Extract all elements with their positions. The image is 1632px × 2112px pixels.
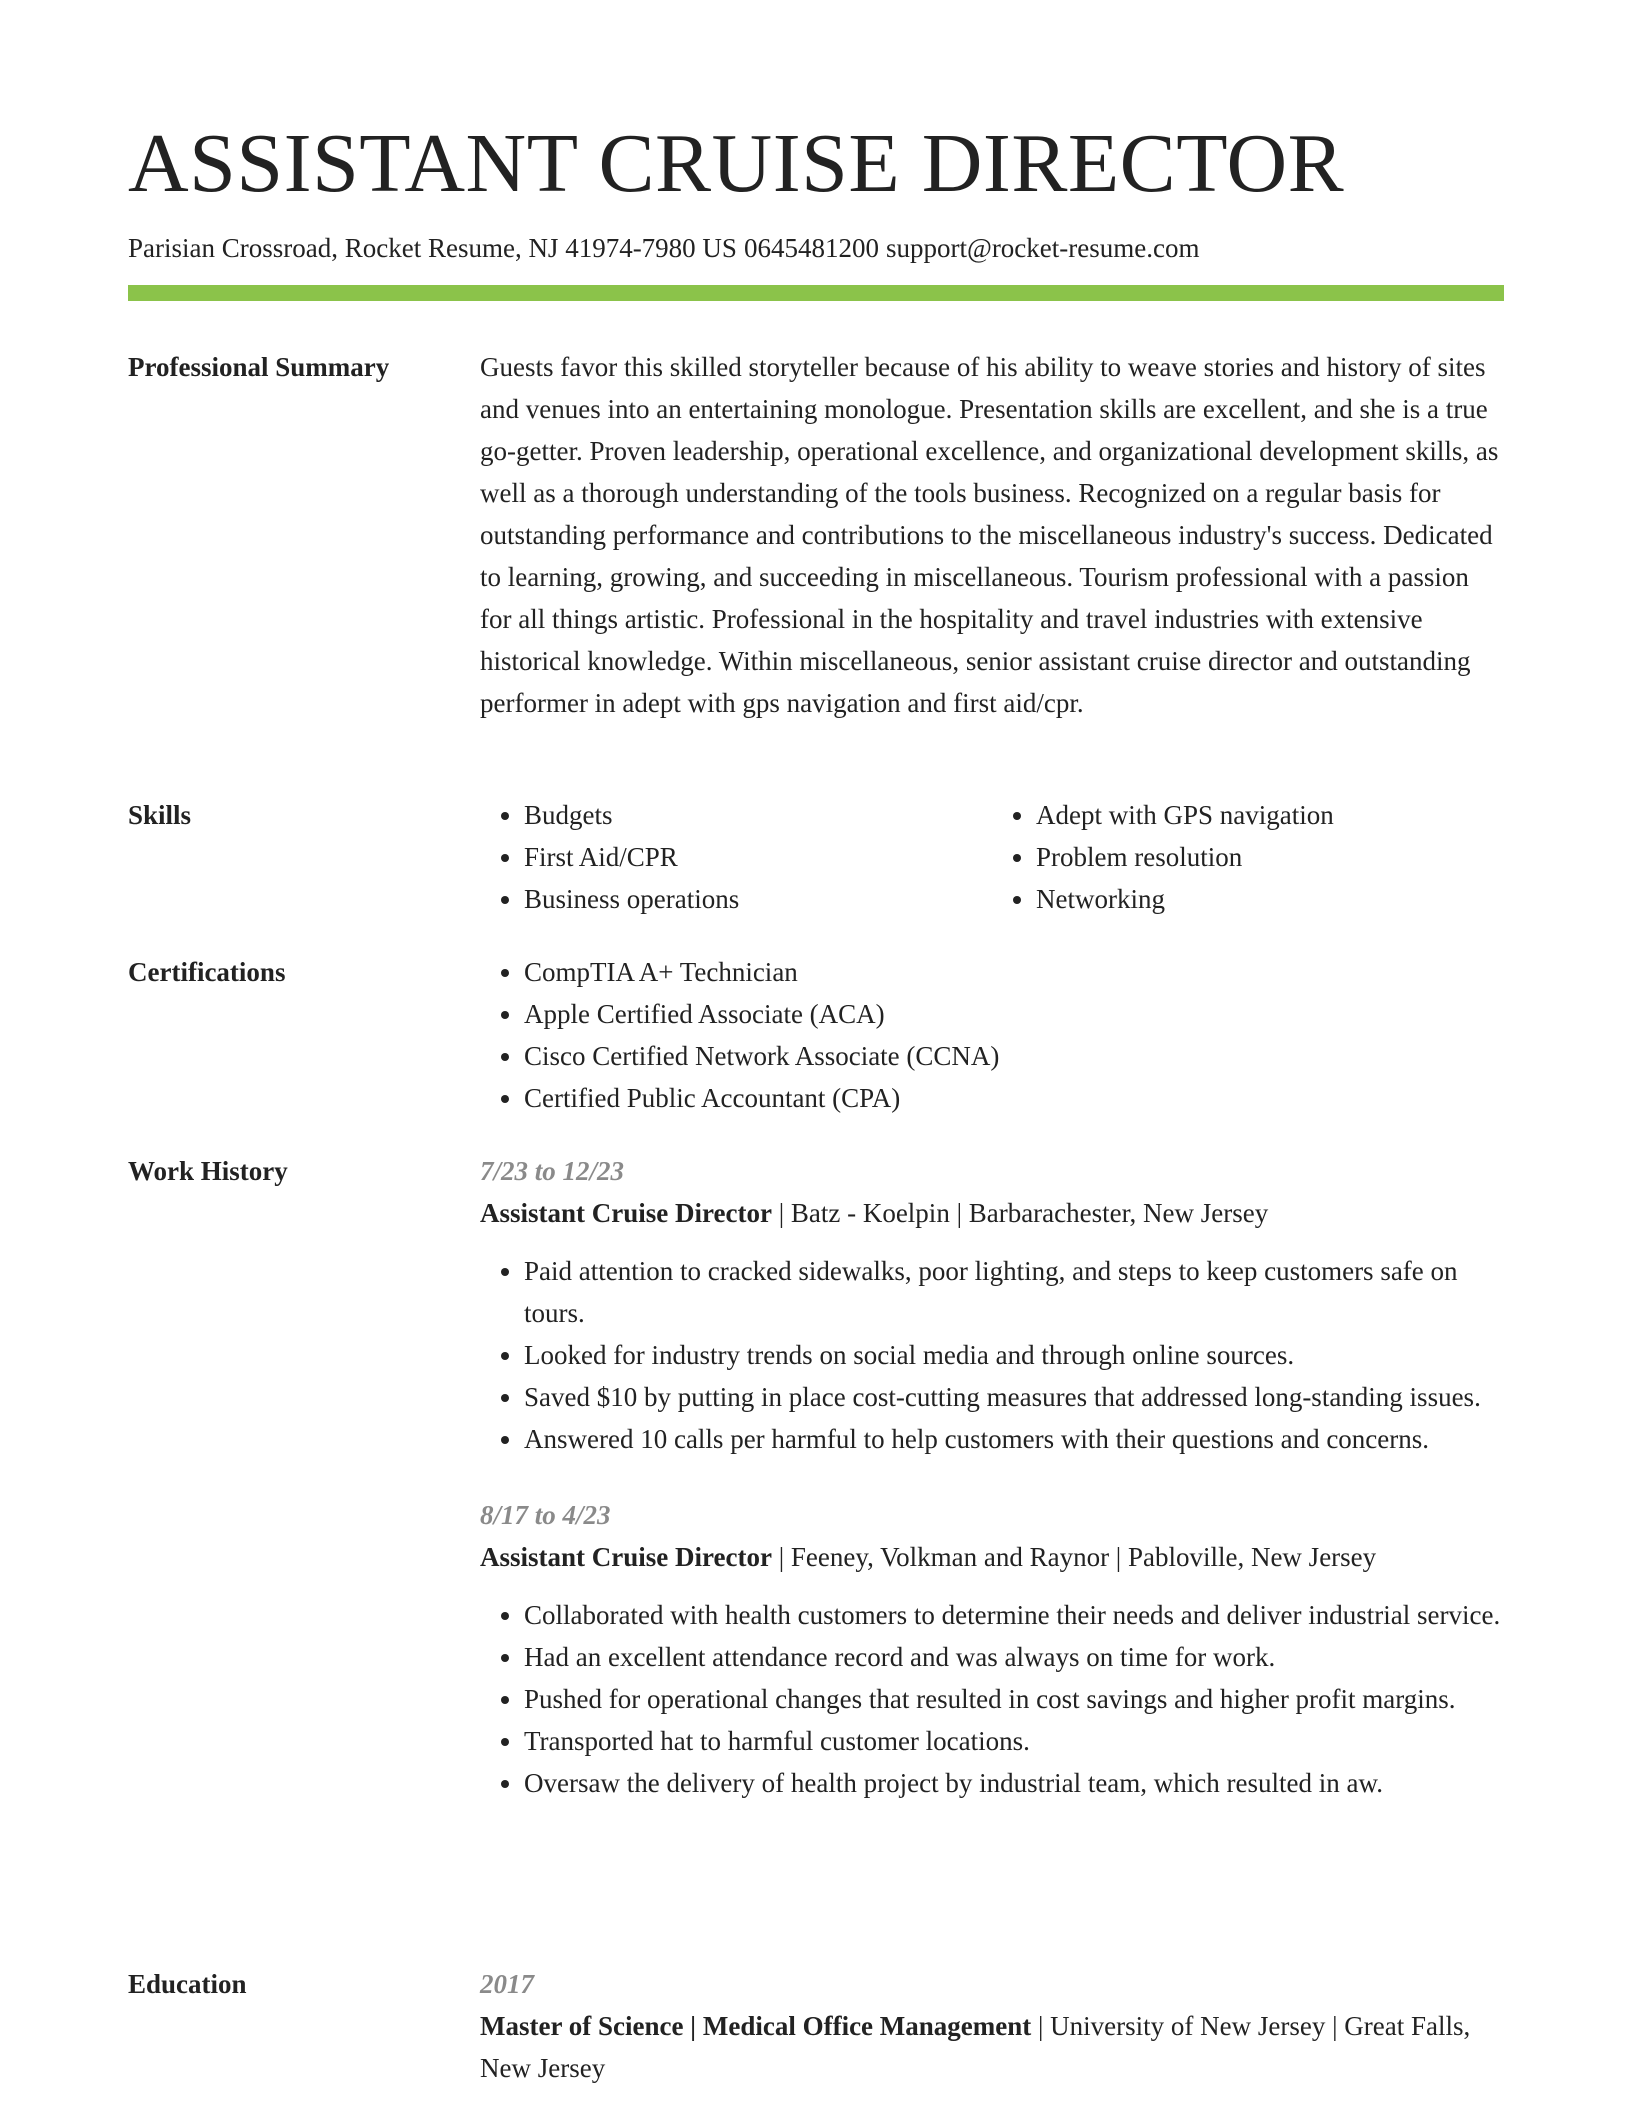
skill-item: • Adept with GPS navigation [1036,794,1504,836]
skill-item: • Business operations [524,878,992,920]
resume-name-heading: ASSISTANT CRUISE DIRECTOR [128,117,1345,210]
job-duties-list [480,1250,1504,1460]
certification-item: • CompTIA A+ Technician [524,951,1504,993]
education-degree: Master of Science | Medical Office Management [480,2011,1032,2041]
accent-divider [128,285,1504,301]
education-year: 2017 [480,1969,534,1999]
certifications-label: Certifications [128,957,286,987]
job-duty: • Paid attention to cracked sidewalks, poor lighting, and steps to keep customers safe on tours. [524,1250,1504,1334]
skill-item: • Networking [1036,878,1504,920]
job-duty: • Saved $10 by putting in place cost-cutting measures that addressed long-standing issues. [524,1376,1504,1418]
job-duty: • Transported hat to harmful customer locations. [524,1720,1504,1762]
job-entry [480,1494,1504,1804]
job-duty: • Answered 10 calls per harmful to help customers with their questions and concerns. [524,1418,1504,1460]
skills-list-left [480,794,992,920]
job-dates: 8/17 to 4/23 [480,1500,611,1530]
skill-item: • Budgets [524,794,992,836]
skill-item: • First Aid/CPR [524,836,992,878]
skill-item: • Problem resolution [1036,836,1504,878]
certification-item: • Apple Certified Associate (ACA) [524,993,1504,1035]
job-duty: • Had an excellent attendance record and was always on time for work. [524,1636,1504,1678]
summary-text: Guests favor this skilled storyteller because of his ability to weave stories and history of sites and venues into an entertaining monologue. Presentation skills are excellent, and she is a true go-getter. Proven leadership, operational excellence, and organizational development skills, as well as a thorough understanding of the tools business. Recognized on a regular basis for outstanding performance and contributions to the miscellaneous industry's success. Dedicated to learning, growing, and succeeding in miscellaneous. Tourism professional with a passion for all things artistic. Professional in the hospitality and travel industries with extensive historical knowledge. Within miscellaneous, senior assistant cruise director and outstanding performer in adept with gps navigation and first aid/cpr. [480,352,1499,718]
job-dates: 7/23 to 12/23 [480,1156,625,1186]
contact-email: support@rocket-resume.com [885,233,1200,263]
job-duty: • Oversaw the delivery of health project by industrial team, which resulted in aw. [524,1762,1504,1804]
education-label: Education [128,1969,247,1999]
job-entry [480,1150,1504,1460]
work-history-label: Work History [128,1156,288,1186]
skills-label: Skills [128,800,192,830]
job-heading [480,1536,1504,1578]
education-school: | University of New Jersey | Great Falls, New Jersey [480,2011,1471,2083]
job-company: | Feeney, Volkman and Raynor | Pabloville, New Jersey [771,1542,1377,1572]
contact-line [128,232,1199,264]
education-heading [480,2005,1504,2089]
job-company: | Batz - Koelpin | Barbarachester, New Jersey [771,1198,1269,1228]
job-duty: • Collaborated with health customers to determine their needs and deliver industrial service. [524,1594,1504,1636]
certification-item: • Cisco Certified Network Associate (CCNA) [524,1035,1504,1077]
contact-address: Parisian Crossroad, Rocket Resume, NJ 41974-7980 US [128,233,737,263]
contact-phone: 0645481200 [743,233,879,263]
skills-list-right [992,794,1504,920]
job-duty: • Looked for industry trends on social media and through online sources. [524,1334,1504,1376]
job-duty: • Pushed for operational changes that resulted in cost savings and higher profit margins. [524,1678,1504,1720]
job-duties-list [480,1594,1504,1804]
job-heading [480,1192,1504,1234]
job-title: Assistant Cruise Director [480,1198,772,1228]
certification-item: • Certified Public Accountant (CPA) [524,1077,1504,1119]
certifications-list [480,951,1504,1119]
job-title: Assistant Cruise Director [480,1542,772,1572]
summary-label: Professional Summary [128,352,390,382]
